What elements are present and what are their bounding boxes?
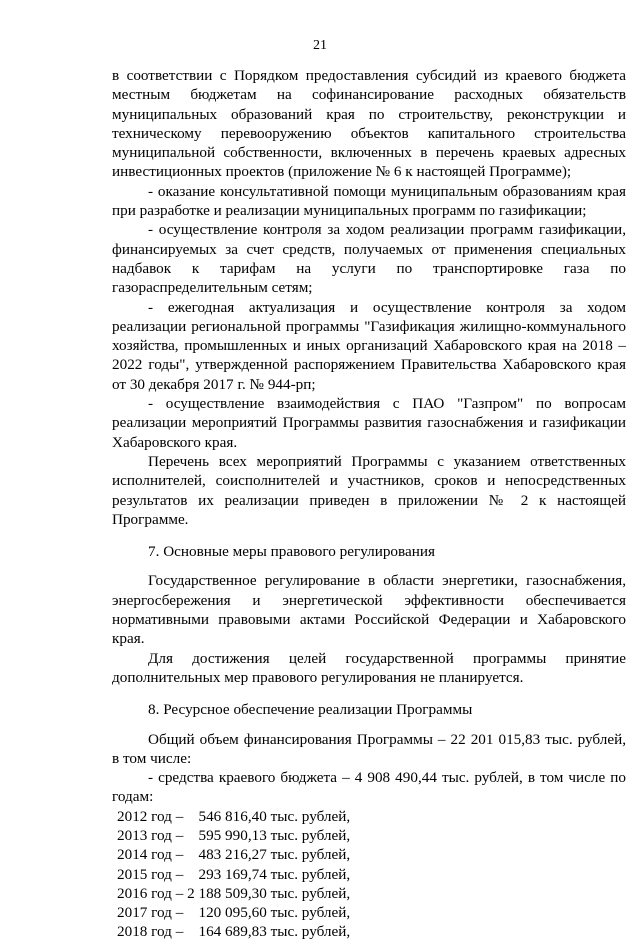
paragraph: Государственное регулирование в области энергетики, газоснабжения, энергосбережения и энергетической эффективности обеспечивается нормативными правовыми актами Российской Федерации и Хабаровского края. (112, 572, 626, 648)
list-item: 2015 год – 293 169,74 тыс. рублей, (117, 865, 351, 883)
document-body (112, 66, 626, 942)
list-item: 2014 год – 483 216,27 тыс. рублей, (117, 846, 351, 864)
section-heading-7: 7. Основные меры правового регулирования (148, 543, 435, 561)
paragraph: - осуществление контроля за ходом реализации программ газификации, финансируемых за счет средств, получаемых от применения специальных надбавок к тарифам на услуги по транспортировке газа по газораспределительным сетям; (112, 221, 626, 297)
list-item: 2016 год – 2 188 509,30 тыс. рублей, (117, 884, 351, 902)
list-item: 2013 год – 595 990,13 тыс. рублей, (117, 826, 351, 844)
paragraph: в соответствии с Порядком предоставления субсидий из краевого бюджета местным бюджетам на софинансирование расходных обязательств муниципальных образований края по строительству, реконструкции и техническому перевооружению объектов капитального строительства муниципальной собственности, включенных в перечень краевых адресных инвестиционных проектов (приложение № 6 к настоящей Программе); (112, 67, 626, 181)
paragraph: Общий объем финансирования Программы – 22 201 015,83 тыс. рублей, в том числе: (112, 730, 626, 767)
paragraph: - оказание консультативной помощи муниципальным образованиям края при разработке и реализации муниципальных программ по газификации; (112, 182, 626, 220)
paragraph: - осуществление взаимодействия с ПАО "Газпром" по вопросам реализации мероприятий Программы развития газоснабжения и газификации Хабаровского края. (112, 395, 626, 451)
paragraph: - средства краевого бюджета – 4 908 490,44 тыс. рублей, в том числе по годам: (112, 769, 626, 806)
list-item: 2017 год – 120 095,60 тыс. рублей, (117, 904, 351, 922)
list-item: 2018 год – 164 689,83 тыс. рублей, (117, 923, 351, 941)
paragraph: Перечень всех мероприятий Программы с указанием ответственных исполнителей, соисполнителей и участников, сроков и непосредственных результатов их реализации приведен в приложении № 2 к настоящей Программе. (112, 452, 626, 528)
section-heading-8: 8. Ресурсное обеспечение реализации Программы (148, 701, 473, 719)
paragraph: Для достижения целей государственной программы принятие дополнительных мер правового регулирования не планируется. (112, 649, 626, 686)
page-number: 21 (313, 38, 327, 53)
list-item: 2012 год – 546 816,40 тыс. рублей, (117, 807, 351, 825)
paragraph: - ежегодная актуализация и осуществление контроля за ходом реализации региональной программы "Газификация жилищно-коммунального хозяйства, промышленных и иных организаций Хабаровского края на 2018 – 2022 годы", утвержденной распоряжением Правительства Хабаровского края от 30 декабря 2017 г. № 944-рп; (112, 298, 626, 393)
funding-by-year-list (117, 807, 626, 942)
